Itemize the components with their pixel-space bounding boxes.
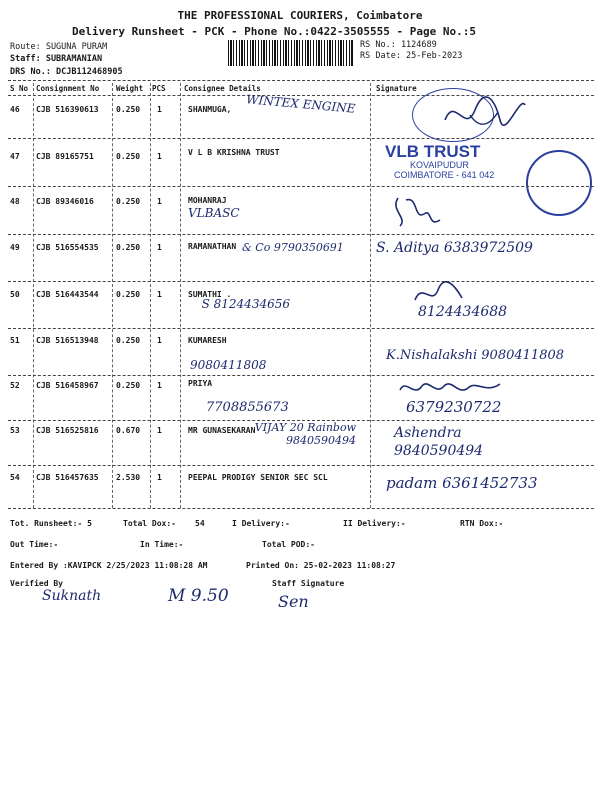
middle-signature: M 9.50: [168, 586, 229, 606]
signature-48: [388, 190, 458, 232]
signature-52: 6379230722: [406, 398, 502, 416]
row-consignee: MR GUNASEKARAN: [188, 426, 256, 435]
row-weight: 0.250: [116, 152, 141, 161]
row-pcs: 1: [157, 290, 162, 299]
row-sno: 54: [10, 473, 20, 482]
col-sep: [180, 83, 181, 508]
row-consignment: CJB 516554535: [36, 243, 99, 252]
college-seal: [526, 150, 592, 216]
handwritten-note: S 8124434656: [201, 297, 290, 311]
row-weight: 0.250: [116, 290, 141, 299]
col-header-signature: Signature: [376, 84, 417, 93]
rs-date: RS Date: 25-Feb-2023: [360, 51, 463, 61]
rs-number: RS No.: 1124689: [360, 40, 437, 50]
staff-signature: Sen: [278, 592, 309, 611]
row-pcs: 1: [157, 473, 162, 482]
out-time: Out Time:-: [10, 540, 59, 549]
vlb-stamp-line2: COIMBATORE - 641 042: [394, 170, 495, 180]
table-top-rule: [8, 80, 594, 81]
row-consignee: PRIYA: [188, 379, 213, 388]
vlb-stamp-line1: KOVAIPUDUR: [410, 160, 469, 170]
signature-51: K.Nishalakshi 9080411808: [386, 348, 565, 363]
handwritten-note: WINTEX ENGINE: [245, 92, 356, 116]
signature-49: S. Aditya 6383972509: [376, 240, 533, 256]
row-rule: [8, 186, 594, 187]
staff-label: Staff: SUBRAMANIAN: [10, 54, 103, 64]
row-pcs: 1: [157, 197, 162, 206]
verified-by-label: Verified By: [10, 579, 63, 588]
row-sno: 49: [10, 243, 20, 252]
row-consignee: PEEPAL PRODIGY SENIOR SEC SCL: [188, 473, 328, 482]
signature-53: Ashendra 9840590494: [394, 425, 484, 459]
row-weight: 0.670: [116, 426, 141, 435]
row-pcs: 1: [157, 426, 162, 435]
row-sno: 50: [10, 290, 20, 299]
col-sep: [370, 83, 371, 508]
row-sno: 51: [10, 336, 20, 345]
row-consignment: CJB 516525816: [36, 426, 99, 435]
col-sep: [33, 83, 34, 508]
row-rule: [8, 281, 594, 282]
verified-signature: Suknath: [42, 588, 102, 604]
col-header-consignee: Consignee Details: [184, 84, 261, 93]
row-consignment: CJB 516457635: [36, 473, 99, 482]
drs-number: DRS No.: DCJB112468905: [10, 67, 123, 77]
row-sno: 48: [10, 197, 20, 206]
route-label: Route: SUGUNA PURAM: [10, 42, 108, 52]
signature-50: 8124434688: [418, 304, 508, 320]
handwritten-note: 7708855673: [206, 400, 289, 415]
row-consignment: CJB 516458967: [36, 381, 99, 390]
row-consignee: RAMANATHAN: [188, 242, 237, 251]
table-bottom-rule: [8, 508, 594, 509]
row-pcs: 1: [157, 381, 162, 390]
col-header-sno: S No: [10, 84, 29, 93]
row-pcs: 1: [157, 243, 162, 252]
row-weight: 0.250: [116, 105, 141, 114]
row-consignment: CJB 516443544: [36, 290, 99, 299]
total-pod: Total POD:-: [262, 540, 315, 549]
row-weight: 0.250: [116, 197, 141, 206]
handwritten-note: VIJAY 20 Rainbow 9840590494: [254, 421, 356, 447]
row-rule: [8, 234, 594, 235]
total-dox-value: 54: [195, 519, 205, 528]
total-dox-label: Total Dox:-: [123, 519, 176, 528]
barcode: [228, 40, 354, 66]
company-title: THE PROFESSIONAL COURIERS, Coimbatore: [177, 9, 423, 22]
handwritten-note: & Co 9790350691: [242, 241, 344, 254]
runsheet-subtitle: Delivery Runsheet - PCK - Phone No.:0422-3505555 - Page No.:5: [72, 25, 476, 38]
handwritten-note: VLBASC: [188, 206, 240, 220]
i-delivery: I Delivery:-: [232, 519, 290, 528]
row-consignment: CJB 516390613: [36, 105, 99, 114]
row-consignee: KUMARESH: [188, 336, 227, 345]
signature-46: [440, 90, 530, 140]
row-consignee: SHANMUGA,: [188, 105, 232, 114]
row-pcs: 1: [157, 152, 162, 161]
printed-on: Printed On: 25-02-2023 11:08:27: [246, 561, 396, 570]
staff-signature-label: Staff Signature: [272, 579, 345, 588]
row-pcs: 1: [157, 105, 162, 114]
row-weight: 0.250: [116, 243, 141, 252]
row-rule: [8, 328, 594, 329]
row-sno: 47: [10, 152, 20, 161]
ii-delivery: II Delivery:-: [343, 519, 406, 528]
in-time: In Time:-: [140, 540, 184, 549]
signature-52-scribble: [396, 376, 506, 400]
row-rule: [8, 465, 594, 466]
rtn-dox: RTN Dox:-: [460, 519, 504, 528]
signature-54: padam 6361452733: [386, 474, 538, 492]
row-weight: 0.250: [116, 336, 141, 345]
col-header-pcs: PCS: [152, 84, 166, 93]
row-sno: 46: [10, 105, 20, 114]
entered-by: Entered By :KAVIPCK 2/25/2023 11:08:28 AM: [10, 561, 208, 570]
col-sep: [112, 83, 113, 508]
row-sno: 53: [10, 426, 20, 435]
row-weight: 2.530: [116, 473, 141, 482]
vlb-stamp-title: VLB TRUST: [385, 142, 481, 161]
row-rule: [8, 375, 594, 376]
row-consignment: CJB 89346016: [36, 197, 94, 206]
handwritten-note: 9080411808: [190, 358, 267, 372]
row-consignee: MOHANRAJ: [188, 196, 227, 205]
row-consignee: V L B KRISHNA TRUST: [188, 148, 280, 157]
col-header-consignment: Consignment No: [36, 84, 100, 93]
row-sno: 52: [10, 381, 20, 390]
row-consignee: SUMATHI .: [188, 290, 232, 299]
col-header-weight: Weight: [116, 84, 144, 93]
col-sep: [150, 83, 151, 508]
total-runsheet: Tot. Runsheet:- 5: [10, 519, 92, 528]
row-consignment: CJB 516513948: [36, 336, 99, 345]
row-weight: 0.250: [116, 381, 141, 390]
row-consignment: CJB 89165751: [36, 152, 94, 161]
row-pcs: 1: [157, 336, 162, 345]
row-rule: [8, 138, 594, 139]
